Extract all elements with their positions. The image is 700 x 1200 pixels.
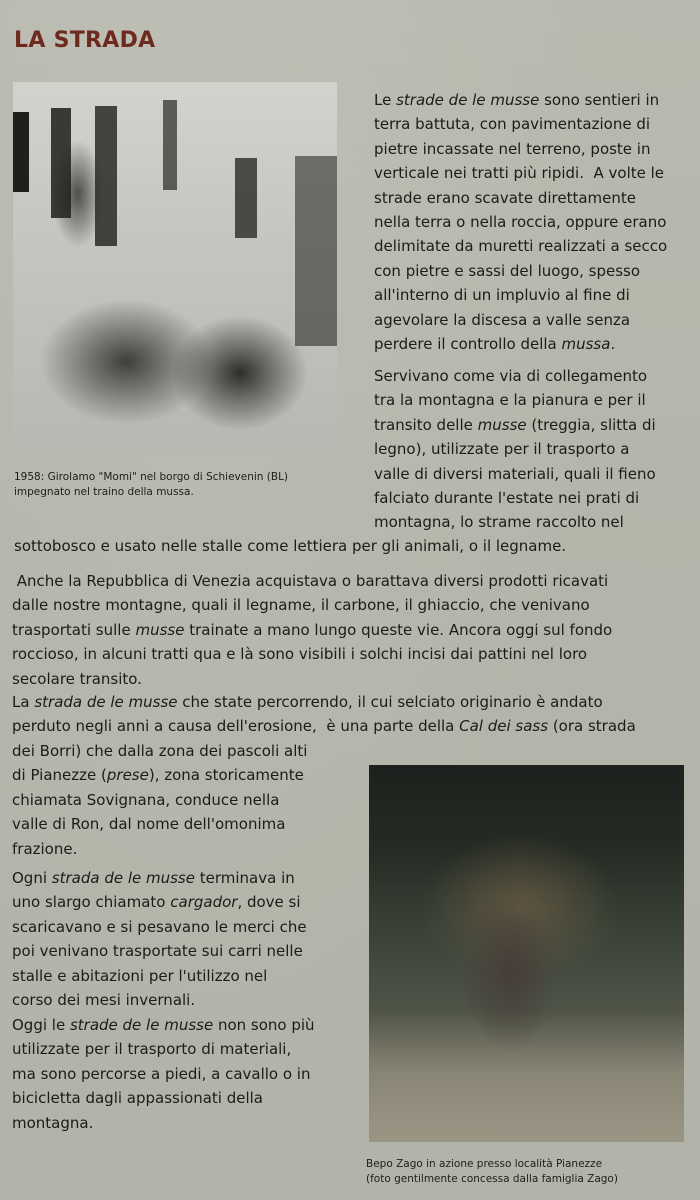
text-line: perdere il controllo della mussa. (374, 335, 616, 354)
paragraph-collegamento-continued (14, 534, 566, 558)
italic-term: mussa (561, 335, 611, 354)
text-line: di Pianezze (prese), zona storicamente (12, 766, 304, 785)
photo-caption-2 (366, 1157, 618, 1187)
italic-term: musse (477, 415, 527, 434)
text-line: trasportati sulle musse trainate a mano lungo queste vie. Ancora oggi sul fondo (12, 620, 613, 639)
text-line: legno), utilizzate per il trasporto a (374, 440, 630, 459)
paragraph-cal-dei-sass (12, 690, 636, 739)
text-line: transito delle musse (treggia, slitta di (374, 415, 656, 434)
paragraph-repubblica-venezia (12, 569, 612, 691)
italic-term: cargador (170, 893, 238, 912)
text-line: montagna. (12, 1113, 94, 1132)
text-line: chiamata Sovignana, conduce nella (12, 790, 280, 809)
text-line: bicicletta dagli appassionati della (12, 1089, 264, 1108)
italic-term: musse (135, 620, 185, 639)
text-line: pietre incassate nel terreno, poste in (374, 139, 651, 158)
text-line: Le strade de le musse sono sentieri in (374, 91, 660, 109)
caption-line: impegnato nel traino della mussa. (14, 486, 194, 498)
text-line: all'interno di un impluvio al fine di (374, 286, 630, 305)
photo-door-shape (95, 106, 117, 246)
page-title: LA STRADA (14, 28, 156, 53)
text-line: roccioso, in alcuni tratti qua e là sono visibili i solchi incisi dai pattini nel loro (12, 645, 588, 664)
text-line: verticale nei tratti più ripidi. A volte le (374, 164, 665, 183)
text-line: poi venivano trasportate sui carri nelle (12, 942, 303, 961)
paragraph-cal-dei-sass-continued (12, 739, 307, 861)
text-line: strade erano scavate direttamente (374, 188, 636, 207)
photo-girolamo-momi-1958 (13, 82, 337, 455)
caption-line: Bepo Zago in azione presso località Pianezze (366, 1158, 603, 1170)
italic-term: prese (106, 766, 149, 785)
text-line: Ogni strada de le musse terminava in (12, 869, 295, 887)
text-line: frazione. (12, 839, 78, 858)
photo-window-shape (163, 100, 177, 190)
photo-door-shape (13, 112, 29, 192)
text-line: Oggi le strade de le musse non sono più (12, 1016, 315, 1034)
text-line: La strada de le musse che state percorrendo, il cui selciato originario è andato (12, 693, 603, 711)
text-line: montagna, lo strame raccolto nel (374, 513, 624, 532)
text-line: dalle nostre montagne, quali il legname, il carbone, il ghiaccio, che venivano (12, 596, 590, 615)
text-line: Anche la Repubblica di Venezia acquistava o barattava diversi prodotti ricavati (12, 572, 609, 590)
italic-term: strada de le musse (34, 693, 178, 711)
text-line: delimitate da muretti realizzati a secco (374, 237, 668, 256)
paragraph-strade-description (374, 88, 667, 356)
paragraph-oggi (12, 1013, 315, 1135)
paragraph-cargador (12, 866, 307, 1012)
text-line: secolare transito. (12, 669, 142, 688)
text-line: sottobosco e usato nelle stalle come lettiera per gli animali, o il legname. (14, 537, 567, 555)
paragraph-collegamento (374, 364, 656, 535)
text-line: con pietre e sassi del luogo, spesso (374, 261, 641, 280)
caption-line: (foto gentilmente concessa dalla famiglia Zago) (366, 1173, 618, 1185)
text-line: utilizzate per il trasporto di materiali, (12, 1040, 292, 1059)
text-line: Servivano come via di collegamento (374, 367, 648, 385)
text-line: perduto negli anni a causa dell'erosione, è una parte della Cal dei sass (ora strada (12, 717, 636, 736)
italic-term: Cal dei sass (459, 717, 549, 736)
text-line: agevolare la discesa a valle senza (374, 310, 631, 329)
text-line: nella terra o nella roccia, oppure erano (374, 213, 667, 232)
italic-term: strada de le musse (51, 869, 195, 887)
photo-window-shape (235, 158, 257, 238)
text-line: ma sono percorse a piedi, a cavallo o in (12, 1064, 311, 1083)
italic-term: strade de le musse (69, 1016, 214, 1034)
photo-door-shape (51, 108, 71, 218)
text-line: dei Borri) che dalla zona dei pascoli alti (12, 742, 308, 760)
text-line: uno slargo chiamato cargador, dove si (12, 893, 301, 912)
caption-line: 1958: Girolamo "Momi" nel borgo di Schievenin (BL) (14, 471, 289, 483)
text-line: terra battuta, con pavimentazione di (374, 115, 651, 134)
text-line: stalle e abitazioni per l'utilizzo nel (12, 966, 268, 985)
photo-bepo-zago-pianezze (369, 765, 684, 1142)
photo-caption-1 (14, 470, 288, 500)
text-line: scaricavano e si pesavano le merci che (12, 917, 307, 936)
italic-term: strade de le musse (396, 91, 540, 109)
photo-door-shape (295, 156, 337, 346)
text-line: valle di diversi materiali, quali il fieno (374, 464, 656, 483)
text-line: valle di Ron, dal nome dell'omonima (12, 815, 286, 834)
text-line: falciato durante l'estate nei prati di (374, 489, 640, 508)
text-line: corso dei mesi invernali. (12, 991, 196, 1010)
text-line: tra la montagna e la pianura e per il (374, 391, 646, 410)
